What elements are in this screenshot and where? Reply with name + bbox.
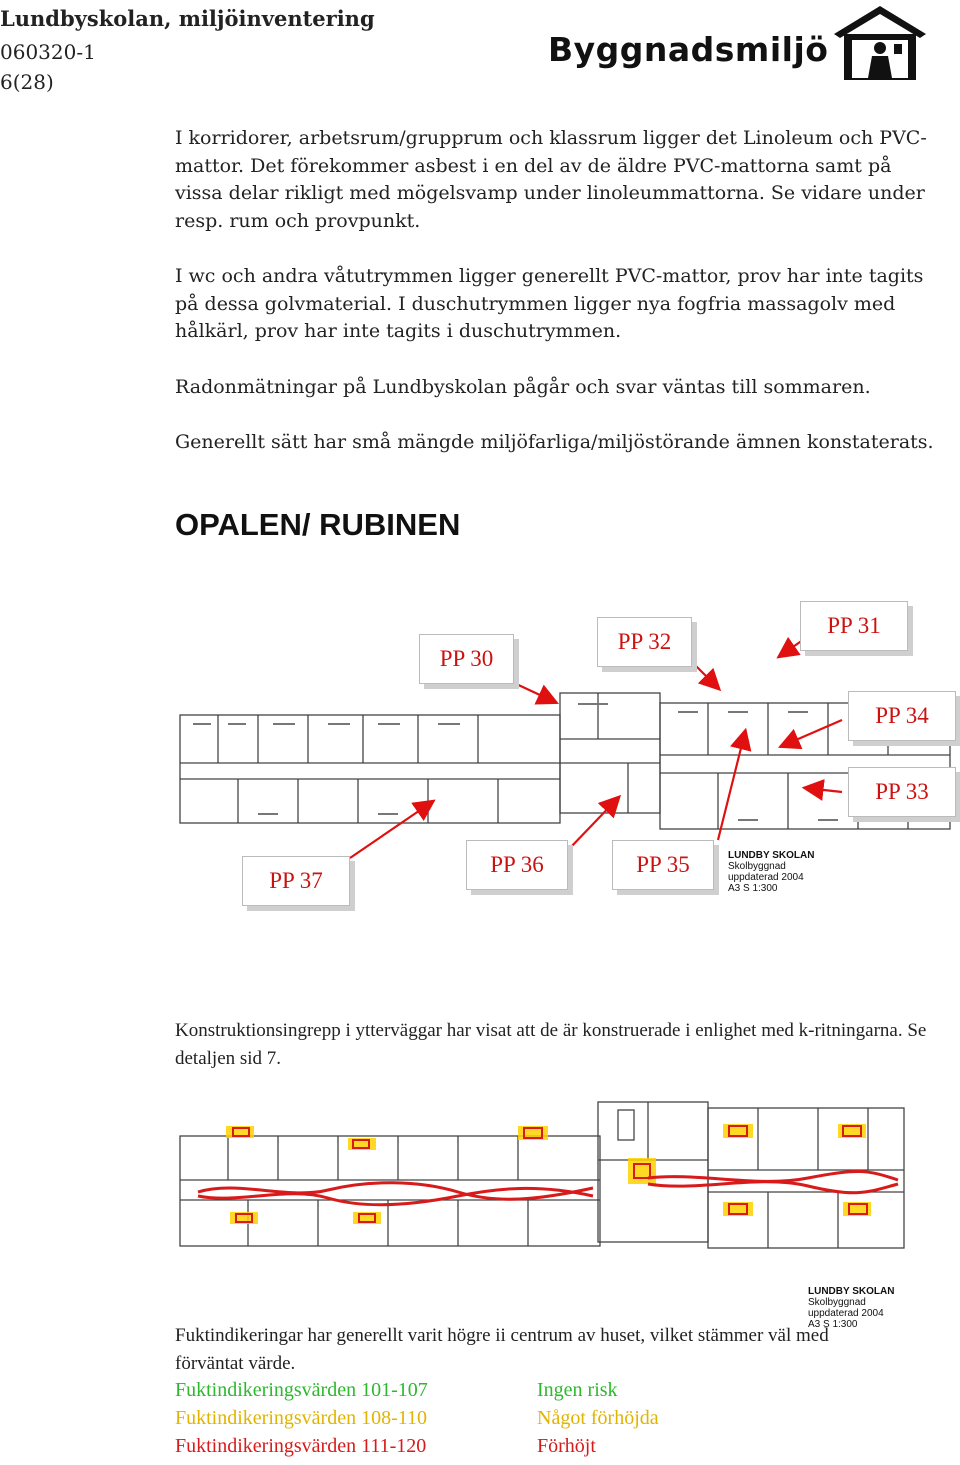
moisture-floor-plan [178,1100,908,1250]
sample-point-pp30: PP 30 [419,634,514,684]
document-number: 060320-1 [0,40,96,64]
paragraph-flooring: I korridorer, arbetsrum/grupprum och klassrum ligger det Linoleum och PVC-mattor. Det förekommer asbest i en del av de äldre PVC-mattorna samt på vissa delar rikligt med mögelsvamp under linoleummattorna. Se vidare under resp. rum och provpunkt. [175,127,927,232]
paragraph-construction: Konstruktionsingrepp i ytterväggar har visat att de är konstruerade i enlighet med k-ritningarna. Se detaljen sid 7. [175,1020,927,1069]
legend-range-yellow: Fuktindikeringsvärden 108-110 [175,1407,428,1429]
paragraph-wet-rooms: I wc och andra våtutrymmen ligger generellt PVC-mattor, prov har inte tagits på dessa golvmaterial. I duschutrymmen ligger nya fogfria massagolv med hålkärl, prov har inte tagits i duschutrymmen. [175,265,924,342]
paragraph-summary: Generellt sätt har små mängde miljöfarliga/miljöstörande ämnen konstaterats. [175,431,934,453]
legend-range-red: Fuktindikeringsvärden 111-120 [175,1435,427,1457]
paragraph-radon: Radonmätningar på Lundbyskolan pågår och svar väntas till sommaren. [175,376,871,398]
legend-meaning-red: Förhöjt [537,1435,596,1457]
document-title: Lundbyskolan, miljöinventering [0,6,375,31]
section-heading: OPALEN/ RUBINEN [175,507,461,542]
sample-point-pp35: PP 35 [612,840,714,890]
legend-meaning-yellow: Något förhöjda [537,1407,659,1429]
company-logo-text: Byggnadsmiljö [548,30,829,69]
sample-point-pp34: PP 34 [848,691,956,741]
legend-range-green: Fuktindikeringsvärden 101-107 [175,1379,428,1401]
sample-point-pp37: PP 37 [242,856,350,906]
sample-point-pp36: PP 36 [466,840,568,890]
page-number: 6(28) [0,70,54,94]
sample-point-pp33: PP 33 [848,767,956,817]
sample-point-pp32: PP 32 [597,617,692,667]
plan-title-block: LUNDBY SKOLAN Skolbyggnad uppdaterad 2004 A3 S 1:300 [728,850,815,894]
sample-point-pp31: PP 31 [800,601,908,651]
plan-title-block-2: LUNDBY SKOLAN Skolbyggnad uppdaterad 2004 A3 S 1:300 [808,1286,895,1330]
legend-meaning-green: Ingen risk [537,1379,618,1401]
paragraph-moisture: Fuktindikeringar har generellt varit högre ii centrum av huset, vilket stämmer väl med förväntat värde. [175,1325,829,1374]
